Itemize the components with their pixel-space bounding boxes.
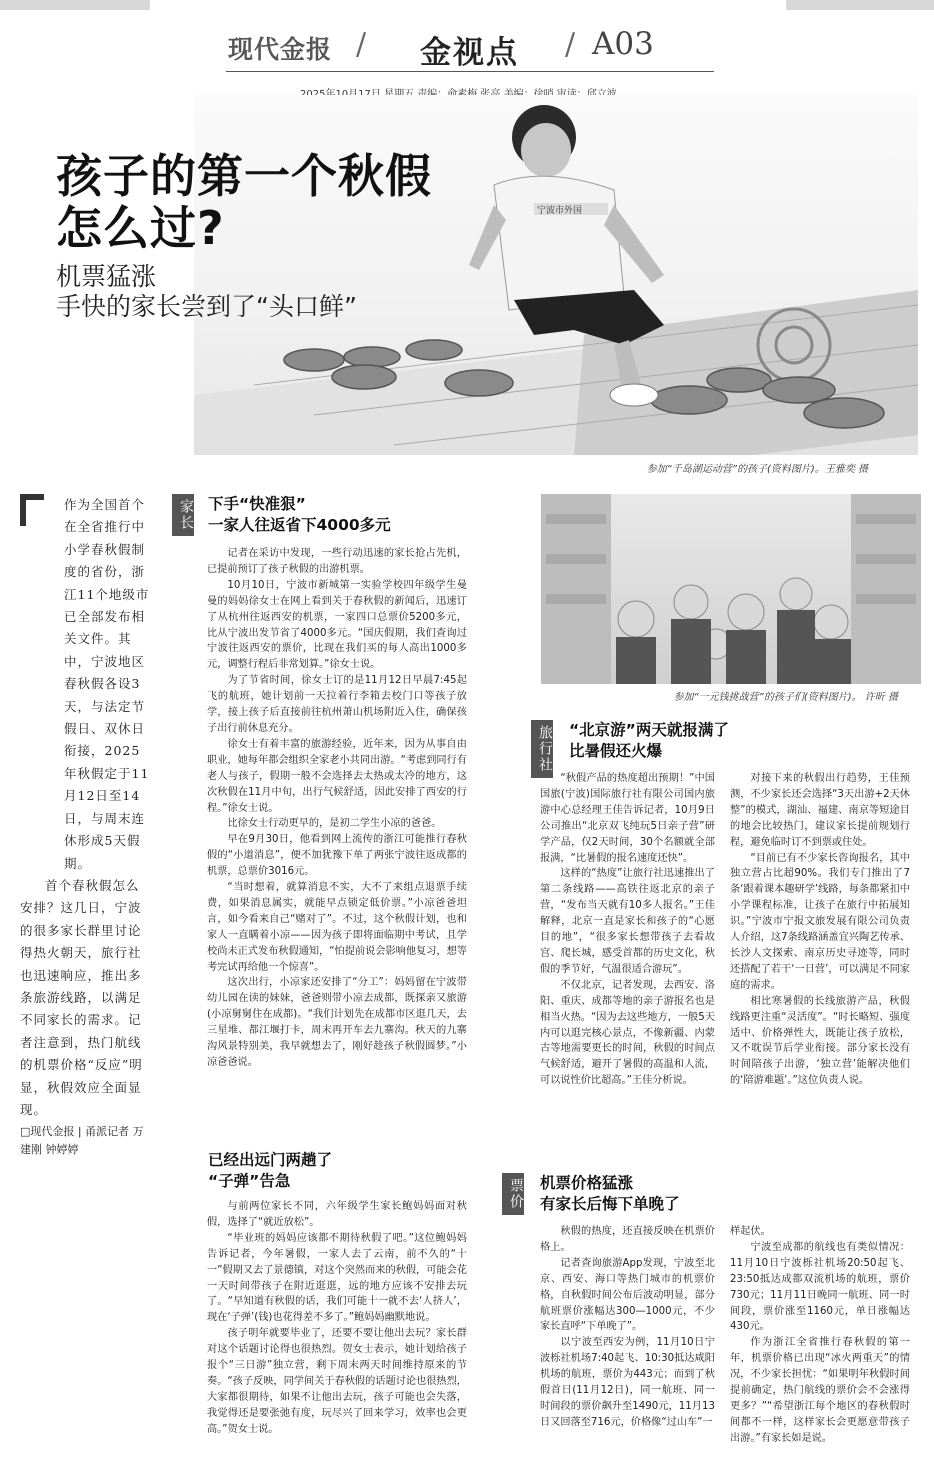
tickets-paragraph: 样起伏。: [730, 1226, 771, 1237]
shirt-text: 宁波市外国: [537, 206, 583, 216]
intro-paragraph: 作为全国首个在全省推行中小学春秋假制度的省份，浙江11个地级市已全部发布相关文件。其中，宁波地区春秋假各设3天，与法定节假日、双休日衔接，2025年秋假定于11月12日至14日，与周末连休形成5天假期。: [64, 497, 150, 871]
parents-paragraph: 比徐女士行动更早的，是初二学生小凉的爸爸。: [227, 818, 442, 830]
bullet-title-line1: 已经出远门两趟了: [208, 1151, 333, 1169]
intro-sidebar: [20, 494, 150, 1159]
tickets-paragraph: 作为浙江全省推行春秋假的第一年，机票价格已出现“冰火两重天”的情况，不少家长担忧：“如果明年秋假时间提前确定，热门航线的票价会不会涨得更多？”“希望浙江每个地区的春秋假时间都不一样，这样家长会更愿意带孩子出游。”有家长如是说。: [730, 1337, 910, 1444]
tickets-paragraph: 记者查询旅游App发现，宁波至北京、西安、海口等热门城市的机票价格，自秋假时间公布后波动明显，部分航班票价涨幅达300—1000元，不少家长直呼“下单晚了”。: [540, 1257, 715, 1333]
bullet-paragraph: 孩子明年就要毕业了，还要不要让他出去玩？家长群对这个话题讨论得也很热烈。贺女士表示，她计划给孩子报个“三日游”独立营，剩下周末两天时间维持原来的节奏。“孩子反映，同学间关于春秋假的话题讨论也很热烈，大家都很期待，如果不让他出去玩，孩子可能也会失落，我觉得还是要张弛有度，玩尽兴了回来学习，效率也会更高。”贺女士说。: [207, 1328, 467, 1435]
headline-subtitle-line1: 机票猛涨: [56, 262, 157, 291]
tickets-paragraph: 以宁波至西安为例，11月10日宁波栎社机场7:40起飞、10:30抵达咸阳机场的航班，票价为443元；而到了秋假首日(11月12日)，同一航班、同一时间段的票价飙升至1490元，11月13日又回落至716元，价格像“过山车”一: [540, 1337, 715, 1428]
agency-paragraph: 对接下来的秋假出行趋势，王佳预测，不少家长还会选择“3天出游+2天休整”的模式，湖汕、福建、南京等短途目的地会比较热门，建议家长提前规划行程，避免临时订不到票或住处。: [730, 773, 910, 848]
section-tab-tickets: 票价: [502, 1173, 524, 1215]
bullet-body: [207, 1199, 467, 1438]
masthead-rule: [226, 71, 714, 72]
kids-photo-drawing: [541, 494, 921, 684]
masthead-paper-name: 现代金报: [228, 35, 333, 64]
tickets-body-left: [540, 1224, 715, 1431]
agency-body-right: [730, 771, 910, 1089]
headline-subtitle-line2: 手快的家长尝到了“头口鲜”: [56, 292, 357, 321]
intro-paragraph: 首个春秋假怎么安排？这几日，宁波的很多家长群里讨论得热火朝天，旅行社也迅速响应，推出多条旅游线路，以满足不同家长的需求。记者注意到，热门航线的机票价格“反应”明显，秋假效应全面显现。: [20, 877, 143, 1117]
parents-title-line1: 下手“快准狠”: [208, 495, 306, 513]
parents-paragraph: 早在9月30日，他看到网上流传的浙江可能推行春秋假的“小道消息”，便不加犹豫下单了两张宁波往返成都的机票，总票价3016元。: [207, 834, 467, 878]
parents-paragraph: 10月10日，宁波市新城第一实验学校四年级学生曼曼的妈妈徐女士在网上看到关于春秋假的新闻后，迅速订了从杭州往返西安的机票，一家四口总票价5200多元，比从宁波出发节省了4000多元。“国庆假期，我们查询过宁波往返西安的票价，比现在我们买的每人高出1000多元，调整行程后非常划算。”徐女士说。: [207, 579, 467, 671]
kids-photo-caption: 参加“一元钱挑战营”的孩子们(资料图片)。 许昕 摄: [673, 692, 898, 703]
parents-paragraph: 记者在采访中发现，一些行动迅速的家长抢占先机，已提前预订了孩子秋假的出游机票。: [207, 548, 467, 575]
bullet-title-line2: “子弹”告急: [208, 1172, 291, 1190]
bullet-paragraph: “毕业班的妈妈应该都不期待秋假了吧。”这位鲍妈妈告诉记者，今年暑假，一家人去了云南，前不久的“十一”假期又去了景德镇，对这个突然而来的秋假，可能会花一天时间带孩子在附近逛逛，远的地方应该不安排去玩了。“早知道有秋假的话，我们可能十一就不去‘人挤人’，现在‘子弹’(钱)也花得差不多了。”鲍妈妈幽默地说。: [207, 1232, 467, 1324]
bullet-paragraph: 与前两位家长不同，六年级学生家长鲍妈妈面对秋假，选择了“就近放松”。: [207, 1201, 467, 1228]
parents-paragraph: 徐女士有着丰富的旅游经验，近年来，因为从事自由职业，她每年都会组织全家老小共同出游。“考虑到同行有老人与孩子，假期一般不会选择去太热或太冷的地方，这次秋假在11月中旬，出行气候舒适，因此安排了西安的行程。”徐女士说。: [207, 738, 467, 814]
agency-title-line1: “北京游”两天就报满了: [569, 721, 729, 739]
intro-byline: □现代金报 | 甬派记者 万建刚 钟婷婷: [20, 1125, 144, 1157]
hero-photo-caption: 参加“千岛湖运动营”的孩子(资料图片)。王雅奕 摄: [646, 464, 868, 475]
agency-paragraph: “目前已有不少家长咨询报名，其中独立营占比超90%。我们专门推出了7条‘跟着课本趣研学’线路，每条都紧扣中小学课程标准，让孩子在旅行中拓展知识。”宁波市宁报文旅发展有限公司负责人介绍，这7条线路涵盖宜兴陶艺传承、长沙人文探索、南京历史寻迹等，同时还搭配了若干‘一日营’，可以满足不同家庭的需求。: [730, 852, 910, 991]
masthead-separator-2: /: [565, 27, 576, 62]
agency-paragraph: “秋假产品的热度超出预期！”中国国旅(宁波)国际旅行社有限公司国内旅游中心总经理王佳告诉记者，10月9日公司推出“北京双飞纯玩5日亲子营”研学产品，仅2天时间，30个名额就全部报满，“比暑假的报名速度还快”。: [540, 773, 715, 864]
agency-paragraph: 不仅北京，记者发现，去西安、洛阳、重庆、成都等地的亲子游报名也是相当火热。“因为去这些地方，一般5天内可以逛完核心景点，不像新疆、内蒙古等地需要更长的时间，秋假的时间点气候舒适，避开了暑假的高温和人流，可以说性价比超高。”王佳分析说。: [540, 979, 715, 1087]
tickets-body-right: [730, 1224, 910, 1447]
headline-title-line1: 孩子的第一个秋假: [56, 149, 432, 203]
section-tab-agency: 旅行社: [531, 720, 553, 778]
agency-paragraph: 相比寒暑假的长线旅游产品，秋假线路更注重“灵活度”。“时长略短、强度适中、价格弹性大，既能让孩子放松，又不耽误节后学业衔接。部分家长没有时间陪孩子出游，‘独立营’能解决他们的‘陪游难题’。”这位负责人说。: [730, 995, 910, 1087]
parents-paragraph: “当时想着，就算消息不实，大不了来组点退票手续费，如果消息属实，就能早点锁定低价票。”小凉爸爸坦言，如今看来自己“赌对了”。不过，这个秋假计划，也和家人一直瞒着小凉——因为孩子即将面临期中考试，且学校尚未正式发布秋假通知，“怕提前说会影响他复习，想等考完试再给他一个惊喜”。: [207, 882, 467, 973]
top-left-rule: [0, 0, 150, 10]
parents-title-line2: 一家人往返省下4000多元: [208, 516, 391, 534]
agency-body-left: [540, 771, 715, 1089]
agency-title-line2: 比暑假还火爆: [569, 742, 663, 760]
masthead-section: 金视点: [420, 35, 519, 71]
parents-body: [207, 546, 467, 1071]
masthead-separator: /: [356, 27, 367, 62]
tickets-title-line1: 机票价格猛涨: [540, 1174, 634, 1192]
tickets-paragraph: 宁波至成都的航线也有类似情况：11月10日宁波栎社机场20:50起飞、23:50抵达成都双流机场的航班，票价730元；11月11日晚同一航班、同一时间段，票价涨至1160元，单日涨幅达430元。: [730, 1241, 910, 1333]
tickets-paragraph: 秋假的热度，还直接反映在机票价格上。: [540, 1226, 715, 1253]
top-right-rule: [786, 0, 934, 10]
headline-title-line2: 怎么过?: [56, 201, 225, 255]
parents-paragraph: 这次出行，小凉家还安排了“分工”：妈妈留在宁波带幼儿园在读的妹妹，爸爸则带小凉去成都，既探亲又旅游(小凉舅舅住在成都)。“我们计划先在成都市区逛几天，去三星堆、都江堰打卡，周末再开车去九寨沟。秋天的九寨沟风景特别美，我早就想去了，刚好趁孩子秋假圆梦。”小凉爸爸说。: [207, 977, 467, 1068]
parents-paragraph: 为了节省时间，徐女士订的是11月12日早晨7:45起飞的航班，她计划前一天拉着行李箱去校门口等孩子放学，接上孩子后直接前往杭州萧山机场附近入住，确保孩子出行前休息充分。: [207, 675, 467, 734]
kids-photo: [541, 494, 921, 684]
tickets-title-line2: 有家长后悔下单晚了: [540, 1195, 680, 1213]
section-tab-parents: 家长: [172, 494, 194, 536]
agency-paragraph: 这样的“热度”让旅行社迅速推出了第二条线路——高铁往返北京的亲子营，“发布当天就有10多人报名。”王佳解释，北京一直是家长和孩子的“心愿目的地”，“很多家长想带孩子去看故宫、爬长城，感受首都的历史文化，秋假的季节好，气温很适合游玩”。: [540, 868, 715, 975]
masthead-page-number: A03: [592, 26, 654, 62]
